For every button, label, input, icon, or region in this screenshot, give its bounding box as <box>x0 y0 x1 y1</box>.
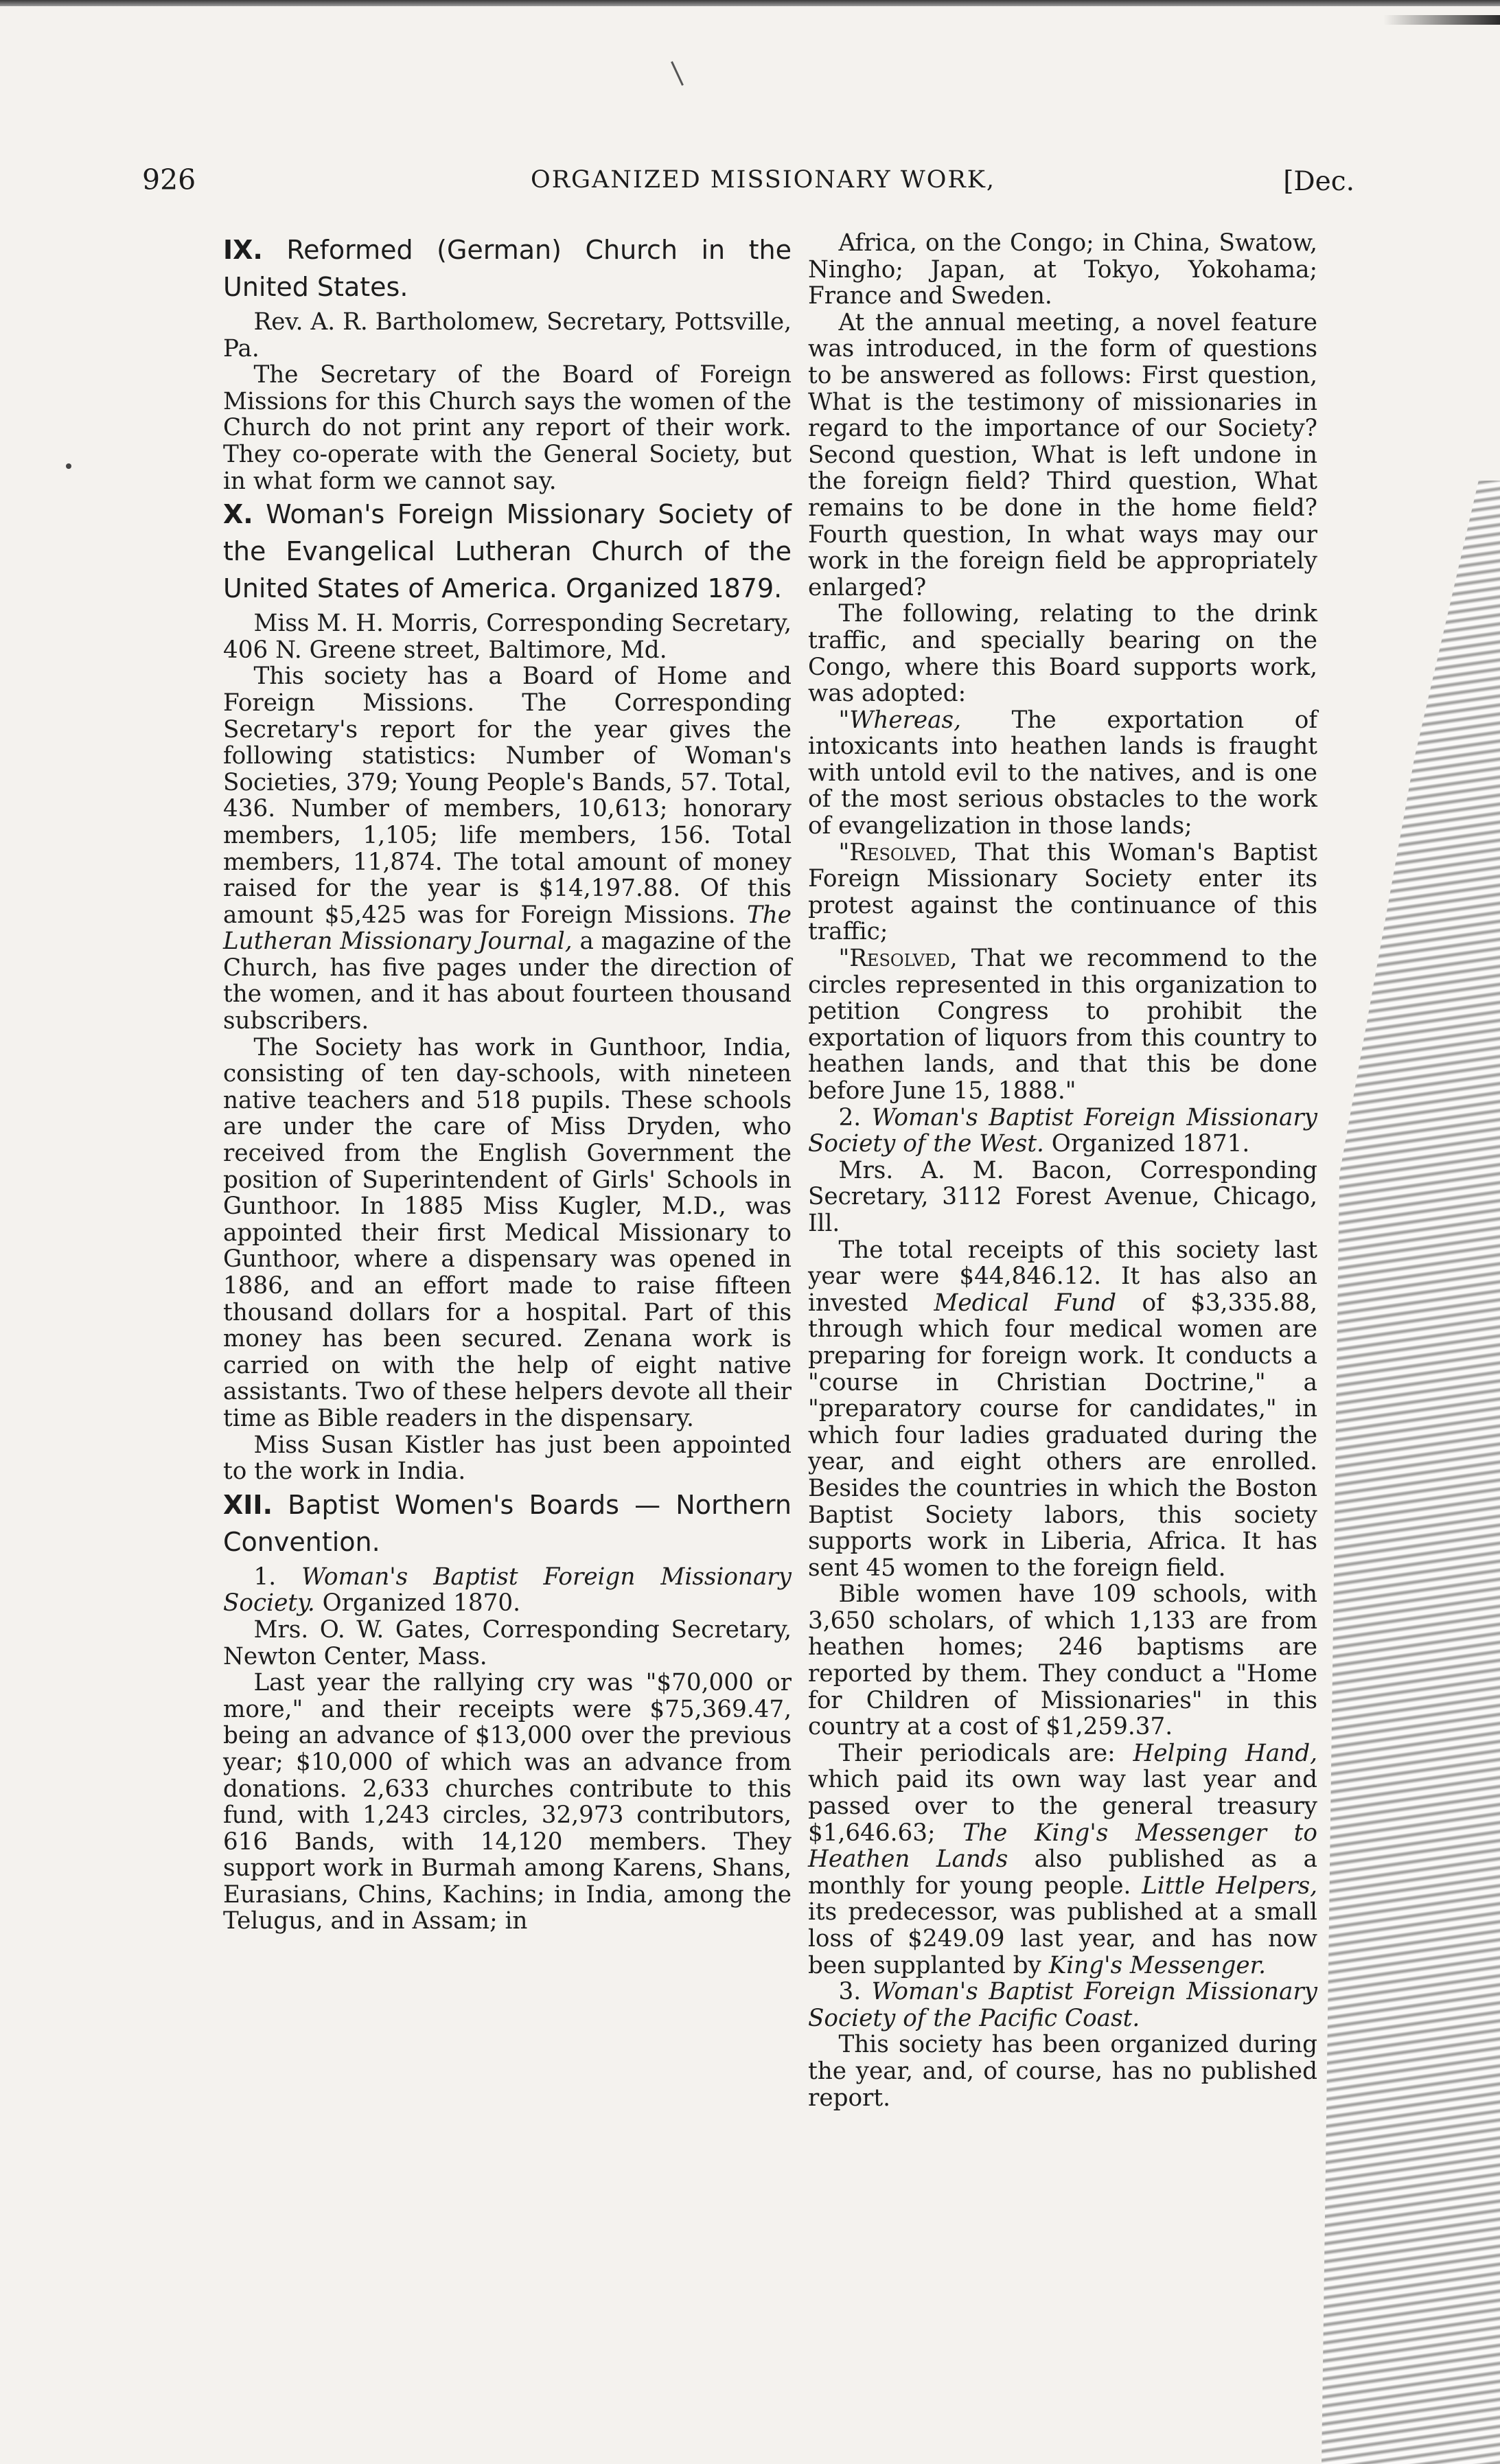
paragraph <box>808 601 1317 706</box>
text-run: Miss M. H. Morris, Corresponding Secretary, 406 N. Greene street, Baltimore, Md. <box>223 610 792 664</box>
text-run: its predecessor, was published at a small loss of $249.09 last year, and has now been supplanted by <box>808 1898 1317 1979</box>
scan-top-right-mark <box>1383 15 1500 25</box>
running-title: ORGANIZED MISSIONARY WORK, <box>531 166 996 194</box>
paragraph <box>223 362 792 494</box>
running-header <box>142 163 1354 205</box>
text-run: That we recommend to the circles represented in this organization to petition Congress to prohibit the exportation of liquors from this country to heathen lands, and that this be done before June 15, 1888." <box>808 945 1317 1105</box>
section-paragraphs <box>223 1564 792 1935</box>
text-run: At the annual meeting, a novel feature was introduced, in the form of questions to be answered as follows: First question, What is the testimony of missionaries in regard to the importance of our Society? Second question, What is left undone in the foreign field? Third question, What remains to be done in the home field? Fourth question, In what ways may our work in the foreign field be appropriately enlarged? <box>808 308 1317 601</box>
text-run: a magazine of the Church, has five pages under the direction of the women, and it has about fourteen thousand subscribers. <box>223 928 792 1035</box>
text-run: Organized 1871. <box>1043 1130 1250 1158</box>
paragraph <box>223 1432 792 1485</box>
text-run: " <box>838 706 850 734</box>
section-heading <box>223 231 792 306</box>
text-run: also published as a monthly for young people. <box>808 1845 1317 1900</box>
paragraph <box>808 945 1317 1105</box>
section-paragraphs <box>223 309 792 494</box>
paragraph <box>223 1617 792 1670</box>
section-paragraphs <box>223 610 792 1485</box>
paragraph <box>808 1158 1317 1237</box>
italic-text: Woman's Baptist Foreign Missionary Society of the West. <box>808 1103 1317 1158</box>
text-run: That this Woman's Baptist Foreign Missionary Society enter its protest against the continuance of this traffic; <box>808 838 1317 946</box>
paragraph <box>808 230 1317 310</box>
section-number: XII. <box>223 1489 273 1520</box>
text-run: Organized 1870. <box>314 1589 521 1617</box>
text-run: 3. <box>838 1978 872 2006</box>
italic-text: Whereas, <box>849 706 961 734</box>
italic-text: Woman's Baptist Foreign Missionary Society of the Pacific Coast. <box>808 1978 1317 2032</box>
section-ix <box>223 231 792 494</box>
italic-text: Helping Hand, <box>1133 1739 1317 1767</box>
left-column <box>223 230 792 1935</box>
paragraph <box>223 1564 792 1617</box>
text-run: Reformed (German) Church in the United States. <box>223 235 792 302</box>
scan-tick-mark <box>671 61 684 86</box>
paragraph <box>808 707 1317 840</box>
italic-text: Woman's Baptist Foreign Missionary Society. <box>223 1563 792 1617</box>
scan-right-edge-shadow <box>1322 481 1500 2464</box>
text-run: Their periodicals are: <box>838 1739 1133 1767</box>
scan-top-edge <box>0 0 1500 6</box>
text-run: Rev. A. R. Bartholomew, Secretary, Pottsville, Pa. <box>223 308 792 362</box>
section-number: X. <box>223 499 253 530</box>
section-paragraphs <box>808 230 1317 2111</box>
text-run: 1. <box>253 1563 302 1591</box>
text-run: Woman's Foreign Missionary Society of the Evangelical Lutheran Church of the United States of America. Organized 1879. <box>223 499 792 604</box>
paragraph <box>808 1581 1317 1740</box>
scan-dot <box>66 463 71 469</box>
page-number: 926 <box>142 163 196 196</box>
italic-text: King's Messenger. <box>1048 1951 1267 1979</box>
text-run: This society has a Board of Home and Foreign Missions. The Corresponding Secretary's report for the year gives the following statistics: Number of Woman's Societies, 379; Young People's Bands, 57. Total, 436. Number of members, 10,613; honorary members, 1,105; life members, 156. Total members, 11,874. The total amount of money raised for the year is $14,197.88. Of this amount $5,425 was for Foreign Missions. <box>223 663 792 929</box>
text-run: " <box>838 945 850 973</box>
paragraph <box>223 663 792 1034</box>
section-heading <box>223 1486 792 1561</box>
text-run: which paid its own way last year and passed over to the general treasury $1,646.63; <box>808 1766 1317 1847</box>
text-run: The Society has work in Gunthoor, India, consisting of ten day-schools, with nineteen native teachers and 518 pupils. These schools are under the care of Miss Dryden, who received from the English Government the position of Superintendent of Girls' Schools in Gunthoor. In 1885 Miss Kugler, M.D., was appointed their first Medical Missionary to Gunthoor, where a dispensary was opened in 1886, and an effort made to raise fifteen thousand dollars for a hospital. Part of this money has been secured. Zenana work is carried on with the help of eight native assistants. Two of these helpers devote all their time as Bible readers in the dispensary. <box>223 1033 792 1432</box>
text-run: " <box>838 838 850 866</box>
section-xii <box>223 1486 792 1935</box>
text-run: The exportation of intoxicants into heathen lands is fraught with untold evil to the natives, and is one of the most serious obstacles to the work of evangelization in those lands; <box>808 706 1317 840</box>
paragraph <box>808 1105 1317 1158</box>
italic-text: Little Helpers, <box>1142 1872 1317 1900</box>
paragraph <box>808 1979 1317 2031</box>
section-heading <box>223 496 792 607</box>
text-run: Africa, on the Congo; in China, Swatow, Ningho; Japan, at Tokyo, Yokohama; France and Sweden. <box>808 229 1317 310</box>
paragraph <box>223 309 792 362</box>
paragraph <box>223 1670 792 1935</box>
resolution-keyword: Resolved, <box>849 945 958 973</box>
text-run: Mrs. O. W. Gates, Corresponding Secretary, Newton Center, Mass. <box>223 1615 792 1670</box>
text-run: This society has been organized during the year, and, of course, has no published report. <box>808 2031 1317 2112</box>
text-run: Bible women have 109 schools, with 3,650 scholars, of which 1,133 are from heathen homes; 246 baptisms are reported by them. They conduct a "Home for Children of Missionaries" in this country at a cost of $1,259.37. <box>808 1580 1317 1741</box>
text-run: of $3,335.88, through which four medical women are preparing for foreign work. It conducts a "course in Christian Doctrine," a "preparatory course for candidates," in which four ladies graduated during the year, and eight others are enrolled. Besides the countries in which the Boston Baptist Society labors, this society supports work in Liberia, Africa. It has sent 45 women to the foreign field. <box>808 1289 1317 1582</box>
section-x <box>223 496 792 1485</box>
paragraph <box>808 1740 1317 1979</box>
paragraph <box>223 1035 792 1432</box>
resolution-keyword: Resolved, <box>849 838 958 866</box>
text-run: The following, relating to the drink traffic, and specially bearing on the Congo, where this Board supports work, was adopted: <box>808 600 1317 708</box>
paragraph <box>223 610 792 663</box>
text-run: Baptist Women's Boards — Northern Convention. <box>223 1489 792 1557</box>
text-run: Miss Susan Kistler has just been appointed to the work in India. <box>223 1431 792 1486</box>
paragraph <box>808 2031 1317 2111</box>
right-column <box>808 230 1317 2111</box>
paragraph <box>808 310 1317 601</box>
paragraph <box>808 1237 1317 1582</box>
text-run: The Secretary of the Board of Foreign Missions for this Church says the women of the Church do not print any report of their work. They co-operate with the General Society, but in what form we cannot say. <box>223 361 792 495</box>
section-number: IX. <box>223 235 263 265</box>
paragraph <box>808 840 1317 945</box>
italic-text: Medical Fund <box>934 1289 1116 1317</box>
text-run: 2. <box>838 1103 872 1131</box>
text-run: The total receipts of this society last year were $44,846.12. It has also an invested <box>808 1236 1317 1317</box>
text-run: Last year the rallying cry was "$70,000 or more," and their receipts were $75,369.47, being an advance of $13,000 over the previous year; $10,000 of which was an advance from donations. 2,633 churches contribute to this fund, with 1,243 circles, 32,973 contributors, 616 Bands, with 14,120 members. They support work in Burmah among Karens, Shans, Eurasians, Chins, Kachins; in India, among the Telugus, and in Assam; in <box>223 1669 792 1935</box>
text-run: Mrs. A. M. Bacon, Corresponding Secretary, 3112 Forest Avenue, Chicago, Ill. <box>808 1156 1317 1237</box>
italic-text: The Lutheran Missionary Journal, <box>223 901 792 956</box>
date-mark: [Dec. <box>1283 166 1354 197</box>
italic-text: The King's Messenger to Heathen Lands <box>808 1819 1317 1874</box>
